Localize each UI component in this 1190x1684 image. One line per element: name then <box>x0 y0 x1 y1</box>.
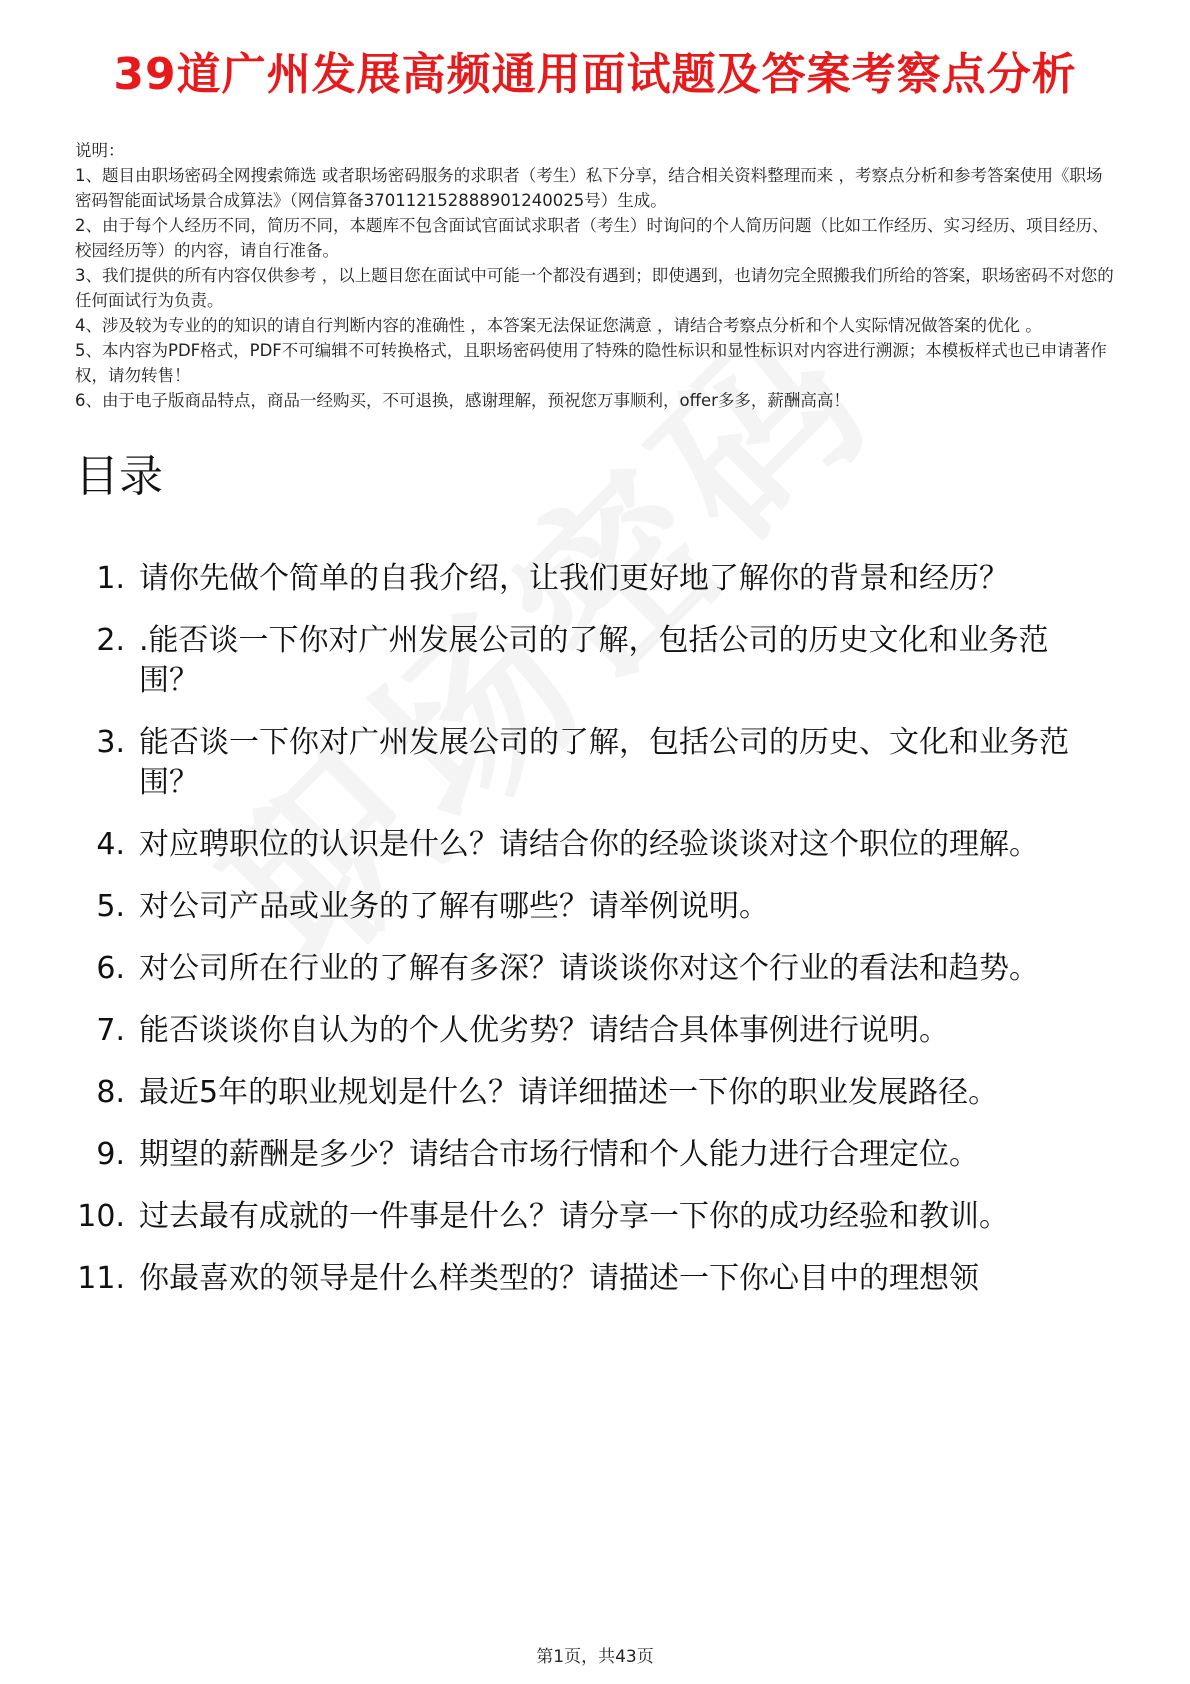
toc-item[interactable] <box>75 825 1115 865</box>
note-line: 6、由于电子版商品特点，商品一经购买，不可退换，感谢理解，预祝您万事顺利，offer多多，薪酬高高！ <box>75 391 850 410</box>
toc-item-text[interactable]: 对公司所在行业的了解有多深？请谈谈你对这个行业的看法和趋势。 <box>139 951 1039 986</box>
toc-item[interactable] <box>75 559 1115 599</box>
notes-heading: 说明： <box>75 141 125 160</box>
note-line: 3、我们提供的所有内容仅供参考 ，以上题目您在面试中可能一个都没有遇到；即使遇到，也请勿完全照搬我们所给的答案，职场密码不对您的任何面试行为负责。 <box>75 266 1114 310</box>
toc-item-number: 4. <box>96 827 125 862</box>
note-line: 4、涉及较为专业的的知识的请自行判断内容的准确性 ，本答案无法保证您满意 ，请结合考察点分析和个人实际情况做答案的优化 。 <box>75 316 1042 335</box>
toc-item[interactable] <box>75 1135 1115 1175</box>
note-line: 2、由于每个人经历不同，简历不同，本题库不包含面试官面试求职者（考生）时询问的个人简历问题（比如工作经历、实习经历、项目经历、校园经历等）的内容，请自行准备。 <box>75 216 1109 260</box>
toc-item[interactable] <box>75 723 1115 803</box>
toc-item-number: 6. <box>96 951 125 986</box>
toc-item-number: 10. <box>77 1199 125 1234</box>
toc-item-text[interactable]: 过去最有成就的一件事是什么？请分享一下你的成功经验和教训。 <box>139 1199 1009 1234</box>
toc-item-number: 5. <box>96 889 125 924</box>
toc-item-text[interactable]: 能否谈谈你自认为的个人优劣势？请结合具体事例进行说明。 <box>139 1013 949 1048</box>
toc-item[interactable] <box>75 1197 1115 1237</box>
toc-item-text[interactable]: 对公司产品或业务的了解有哪些？请举例说明。 <box>139 889 769 924</box>
toc-item-number: 1. <box>96 561 125 596</box>
toc-item-text[interactable]: 最近5年的职业规划是什么？请详细描述一下你的职业发展路径。 <box>139 1075 999 1110</box>
toc-heading: 目录 <box>75 451 163 502</box>
toc-list <box>75 559 1115 1299</box>
toc-item[interactable] <box>75 887 1115 927</box>
toc-item-text[interactable]: 期望的薪酬是多少？请结合市场行情和个人能力进行合理定位。 <box>139 1137 979 1172</box>
toc-item-number: 8. <box>96 1075 125 1110</box>
toc-item-number: 7. <box>96 1013 125 1048</box>
toc-item-number: 9. <box>96 1137 125 1172</box>
note-line: 1、题目由职场密码全网搜索筛选 或者职场密码服务的求职者（考生）私下分享，结合相关资料整理而来 ，考察点分析和参考答案使用《职场密码智能面试场景合成算法》（网信算备370112152888901240025号）生成。 <box>75 166 1103 210</box>
document-title: 39道广州发展高频通用面试题及答案考察点分析 <box>113 49 1077 100</box>
toc-item[interactable] <box>75 1073 1115 1113</box>
toc-item-text[interactable]: 对应聘职位的认识是什么？请结合你的经验谈谈对这个职位的理解。 <box>139 827 1039 862</box>
toc-item[interactable] <box>75 621 1115 701</box>
toc-item-text[interactable]: .能否谈一下你对广州发展公司的了解，包括公司的历史文化和业务范围？ <box>139 623 1049 698</box>
notes-section <box>75 138 1115 413</box>
toc-item-text[interactable]: 能否谈一下你对广州发展公司的了解，包括公司的历史、文化和业务范围？ <box>139 725 1069 800</box>
page-number: 第1页，共43页 <box>536 1647 654 1667</box>
toc-item[interactable] <box>75 949 1115 989</box>
toc-item-text[interactable]: 你最喜欢的领导是什么样类型的？请描述一下你心目中的理想领 <box>139 1261 979 1296</box>
note-line: 5、本内容为PDF格式，PDF不可编辑不可转换格式，且职场密码使用了特殊的隐性标识和显性标识对内容进行溯源；本模板样式也已申请著作权，请勿转售！ <box>75 341 1107 385</box>
toc-item[interactable] <box>75 1011 1115 1051</box>
toc-item-text[interactable]: 请你先做个简单的自我介绍，让我们更好地了解你的背景和经历？ <box>139 561 1009 596</box>
toc-item-number: 2. <box>96 623 125 658</box>
toc-item[interactable] <box>75 1259 1115 1299</box>
toc-item-number: 11. <box>77 1261 125 1296</box>
toc-item-number: 3. <box>96 725 125 760</box>
